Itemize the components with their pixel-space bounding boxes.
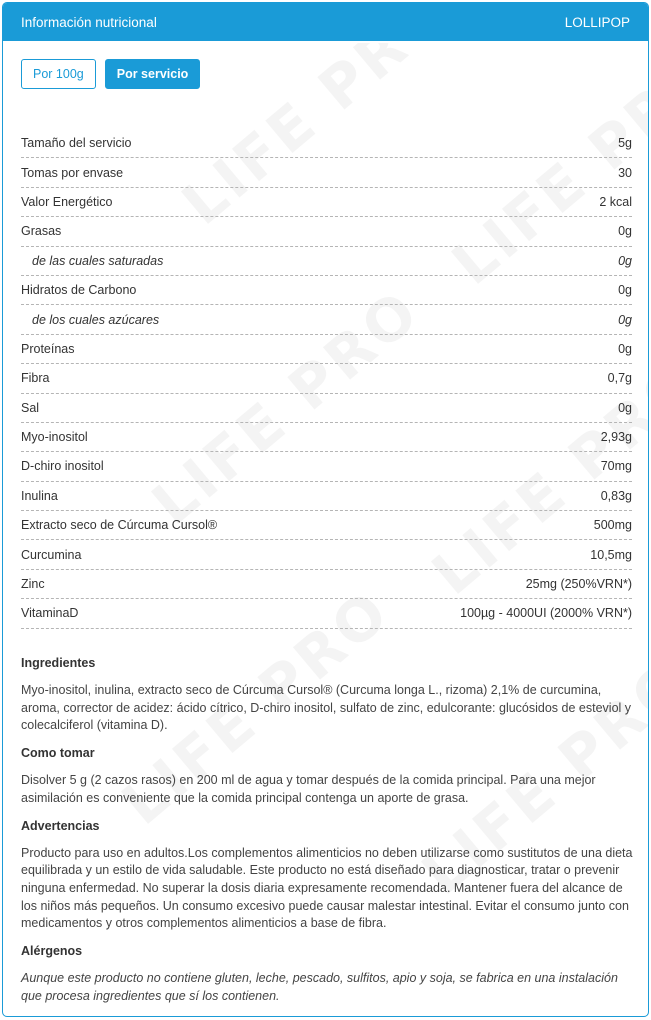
table-row [21,511,632,540]
how-to-text: Disolver 5 g (2 cazos rasos) en 200 ml de agua y tomar después de la comida principal. Para una mejor asimilación es conveniente que la comida principal contenga un aporte de grasa. [21,773,596,805]
table-row [21,452,632,481]
table-row [21,335,632,364]
nutrient-label: Hidratos de Carbono [21,283,137,298]
nutrient-label: Tamaño del servicio [21,136,132,151]
nutrient-label: Zinc [21,577,45,592]
per-100g-button[interactable]: Por 100g [21,59,96,89]
nutrient-label: Grasas [21,224,62,239]
nutrition-table [21,129,632,629]
nutrient-label: Curcumina [21,547,82,562]
table-row [21,394,632,423]
nutrient-label: Extracto seco de Cúrcuma Cursol® [21,518,218,533]
unit-toggle-group [3,41,648,129]
nutrient-value: 10,5mg [590,547,632,562]
nutrient-label: Tomas por envase [21,165,124,180]
nutrient-value: 30 [618,165,632,180]
nutrient-value: 2,93g [600,430,632,445]
warnings-title: Advertencias [21,818,100,833]
nutrient-label: de las cuales saturadas [32,253,164,268]
nutrient-value: 70mg [600,459,632,474]
how-to-title: Como tomar [21,746,95,761]
panel-header [3,3,648,41]
nutrient-value: 2 kcal [599,194,632,209]
allergens-text: Aunque este producto no contiene gluten, leche, pescado, sulfitos, apio y soja, se fabrica en una instalación que procesa ingredientes que sí los contienen. [21,971,618,1003]
nutrient-value: 0g [618,224,632,239]
nutrient-value: 0g [618,312,632,327]
warnings-text: Producto para uso en adultos.Los complementos alimenticios no deben utilizarse como sustitutos de una dieta equilibrada y un estilo de vida saludable. Este producto no está diseñado para diagnosticar, tratar o prevenir ninguna enfermedad. No superar la dosis diaria expresamente recomendada. Mantener fuera del alcance de los niños más pequeños. Un consumo excesivo puede causar malestar intestinal. Evitar el consumo junto con medicamentos y otros complementos alimenticios a base de fibra. [21,845,633,931]
table-row [21,217,632,246]
nutrient-value: 0g [618,283,632,298]
panel-content [3,41,648,1003]
nutrient-value: 100µg - 4000UI (2000% VRN*) [460,606,632,621]
nutrient-value: 500mg [593,518,632,533]
nutrient-value: 0,83g [600,488,632,503]
table-row [21,599,632,628]
table-row [21,482,632,511]
ingredients-title: Ingredientes [21,656,96,670]
ingredients-text: Myo-inositol, inulina, extracto seco de Cúrcuma Cursol® (Curcuma longa L., rizoma) 2,1% de curcumina, aroma, corrector de acidez: ácido cítrico, D-chiro inositol, sulfato de zinc, edulcorante: glucósidos de esteviol y colecalciferol (vitamina D). [21,683,632,733]
nutrient-value: 0g [618,253,632,268]
nutrient-value: 0g [618,341,632,356]
table-row [21,129,632,158]
table-row [21,276,632,305]
table-row [21,158,632,187]
nutrient-value: 0g [618,400,632,415]
table-row [21,247,632,276]
nutrient-label: Fibra [21,371,50,386]
table-row [21,364,632,393]
nutrient-label: de los cuales azúcares [32,312,160,327]
nutrient-label: Inulina [21,488,58,503]
nutrient-value: 25mg (250%VRN*) [525,577,632,592]
nutrient-label: VitaminaD [21,606,79,621]
nutrient-label: Sal [21,400,40,415]
nutrient-value: 0,7g [607,371,632,386]
table-row [21,540,632,569]
nutrient-label: Myo-inositol [21,430,88,445]
allergens-title: Alérgenos [21,944,83,959]
per-serving-button[interactable]: Por servicio [105,59,201,89]
product-name: LOLLIPOP [564,14,630,30]
nutrient-label: D-chiro inositol [21,459,104,474]
table-row [21,570,632,599]
nutrient-label: Proteínas [21,341,75,356]
nutrient-label: Valor Energético [21,194,113,209]
table-row [21,423,632,452]
nutrient-value: 5g [618,136,632,151]
nutrition-panel [2,2,649,1017]
info-sections [21,656,633,1016]
table-row [21,188,632,217]
table-row [21,305,632,334]
panel-title: Información nutricional [21,14,157,30]
